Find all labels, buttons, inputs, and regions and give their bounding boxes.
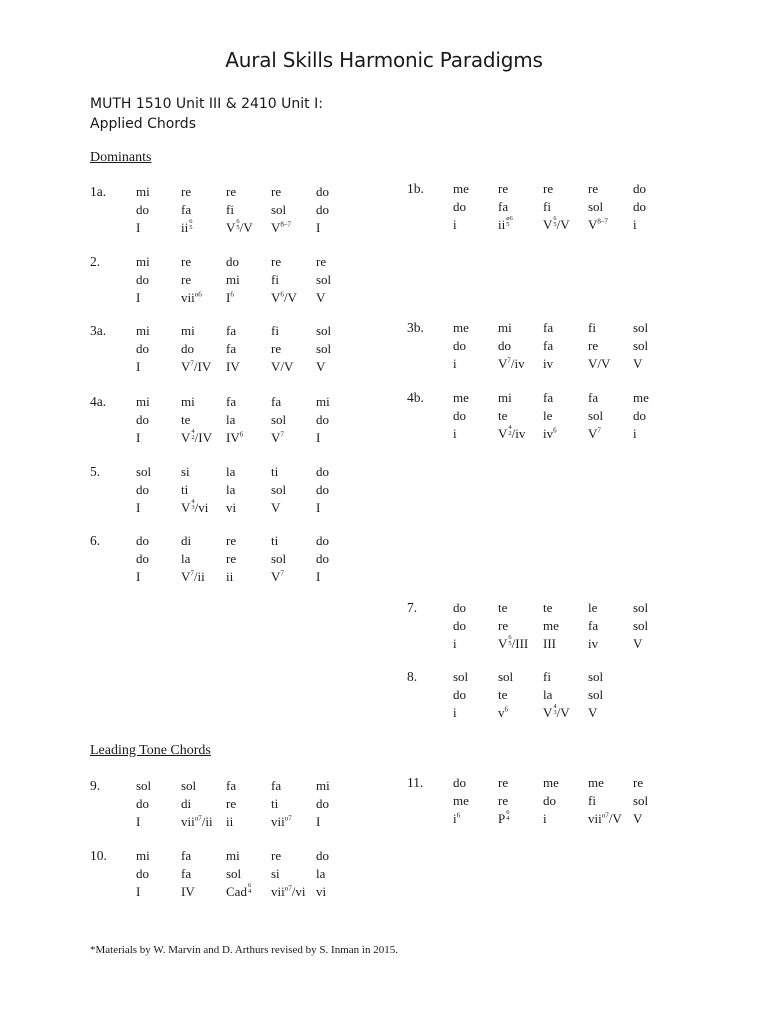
solfege-syllable: sol [633,320,649,335]
chord-symbol: III [543,636,556,651]
chord-symbol: $V^7$ [271,569,284,584]
solfege-syllable: re [271,184,282,199]
page-title: Aural Skills Harmonic Paradigms [225,48,543,72]
solfege-syllable: me [543,775,559,790]
solfege-syllable: mi [498,390,512,405]
solfege-syllable: me [588,775,604,790]
chord-symbol: vii$^{o6}$ [181,290,202,305]
chord-symbol: $I^6$ [226,290,234,305]
solfege-syllable: mi [136,848,150,863]
paradigm-number: 4b. [407,390,424,405]
chord-symbol: I [316,814,321,829]
chord-symbol: V [633,811,643,826]
solfege-syllable: te [181,412,191,427]
solfege-syllable: sol [588,669,604,684]
solfege-syllable: fa [271,394,282,409]
solfege-syllable: re [498,775,509,790]
solfege-syllable: mi [181,323,195,338]
chord-symbol: ii 6 5 [181,218,193,235]
chord-symbol: i [543,811,547,826]
solfege-syllable: la [226,412,236,427]
solfege-syllable: sol [226,866,242,881]
solfege-syllable: sol [271,412,287,427]
solfege-syllable: me [453,390,469,405]
solfege-syllable: do [453,775,466,790]
solfege-syllable: fa [181,866,192,881]
solfege-syllable: re [271,254,282,269]
section-leading-tone-chords: Leading Tone Chords [90,743,211,758]
solfege-syllable: do [316,848,329,863]
solfege-syllable: la [543,687,553,702]
solfege-syllable: sol [271,482,287,497]
solfege-syllable: do [633,408,646,423]
solfege-syllable: fa [226,323,237,338]
solfege-syllable: mi [136,254,150,269]
paradigm-number: 8. [407,669,418,684]
chord-symbol: V [588,705,598,720]
solfege-syllable: fa [226,341,237,356]
solfege-syllable: do [316,412,329,427]
solfege-syllable: ti [271,464,279,479]
chord-symbol: V 4 3 /V [543,703,570,720]
chord-symbol: V [316,359,326,374]
solfege-syllable: te [498,687,508,702]
solfege-syllable: do [136,551,149,566]
section-dominants: Dominants [90,150,152,165]
course-line-1: MUTH 1510 Unit III & 2410 Unit I: [90,96,323,112]
chord-symbol: I [316,500,321,515]
solfege-syllable: fi [271,272,279,287]
solfege-syllable: ti [271,533,279,548]
solfege-syllable: do [453,408,466,423]
paradigm-number: 1a. [90,184,107,199]
solfege-syllable: re [181,184,192,199]
solfege-syllable: re [498,793,509,808]
chord-symbol: i [453,356,457,371]
solfege-syllable: do [316,796,329,811]
solfege-syllable: do [543,793,556,808]
solfege-syllable: fi [543,199,551,214]
solfege-syllable: do [498,338,511,353]
solfege-syllable: fa [543,320,554,335]
solfege-syllable: fa [588,618,599,633]
solfege-syllable: re [226,184,237,199]
chord-symbol: $V^7$ [588,426,601,441]
paradigm-number: 9. [90,778,101,793]
solfege-syllable: le [543,408,553,423]
solfege-syllable: do [316,551,329,566]
chord-symbol: $i^6$ [453,811,461,826]
chord-symbol: iv [543,356,554,371]
solfege-syllable: do [136,482,149,497]
chord-symbol: IV [226,359,240,374]
solfege-syllable: do [453,618,466,633]
chord-symbol: $V^{8-7}$ [271,220,291,235]
solfege-syllable: re [226,551,237,566]
chord-symbol: I [316,220,321,235]
solfege-syllable: re [226,533,237,548]
solfege-syllable: do [136,866,149,881]
solfege-syllable: do [136,272,149,287]
course-line-2: Applied Chords [90,116,196,132]
chord-symbol: V [633,356,643,371]
solfege-syllable: mi [498,320,512,335]
chord-symbol: I [136,359,141,374]
chord-symbol: V 6 5 /III [498,634,529,651]
solfege-syllable: fa [498,199,509,214]
solfege-syllable: fa [226,394,237,409]
chord-symbol: V/V [271,359,294,374]
chord-symbol: I [136,290,141,305]
chord-symbol: $V^6/V$ [271,290,297,305]
chord-symbol: I [136,500,141,515]
solfege-syllable: re [181,272,192,287]
solfege-syllable: sol [588,408,604,423]
chord-symbol: vii$^{o7}$/V [588,811,622,826]
chord-symbol: ii [226,569,234,584]
solfege-syllable: sol [136,464,152,479]
chord-symbol: V 6 5 /V [226,218,253,235]
chord-symbol: i [453,636,457,651]
chord-symbol: V 4 2 /iv [498,424,526,441]
solfege-syllable: do [226,254,239,269]
solfege-syllable: re [271,848,282,863]
solfege-syllable: si [181,464,190,479]
solfege-syllable: re [316,254,327,269]
chord-symbol: V 4 2 /IV [181,428,212,445]
solfege-syllable: si [271,866,280,881]
solfege-syllable: te [498,408,508,423]
solfege-syllable: fa [226,778,237,793]
solfege-syllable: mi [136,323,150,338]
chord-symbol: ii ø6 5 [498,215,513,232]
chord-symbol: V/V [588,356,611,371]
solfege-syllable: do [181,341,194,356]
solfege-syllable: re [181,254,192,269]
chord-symbol: V [633,636,643,651]
solfege-syllable: do [316,482,329,497]
solfege-syllable: re [588,338,599,353]
solfege-syllable: la [316,866,326,881]
solfege-syllable: fa [271,778,282,793]
chord-symbol: $V^7/iv$ [498,356,525,371]
solfege-syllable: mi [316,394,330,409]
solfege-syllable: do [633,181,646,196]
solfege-syllable: re [543,181,554,196]
chord-symbol: vii$^{o7}$/vi [271,884,306,899]
paradigm-number: 11. [407,775,424,790]
solfege-syllable: mi [316,778,330,793]
solfege-syllable: fi [588,320,596,335]
chord-symbol: vi [226,500,237,515]
solfege-syllable: re [633,775,644,790]
solfege-syllable: mi [181,394,195,409]
solfege-syllable: re [226,796,237,811]
solfege-syllable: sol [588,687,604,702]
chord-symbol: I [136,220,141,235]
solfege-syllable: do [453,199,466,214]
solfege-syllable: me [633,390,649,405]
solfege-syllable: do [453,600,466,615]
solfege-syllable: sol [588,199,604,214]
solfege-syllable: re [588,181,599,196]
paradigm-number: 7. [407,600,418,615]
solfege-syllable: le [588,600,598,615]
solfege-syllable: fi [271,323,279,338]
chord-symbol: i [633,426,637,441]
chord-symbol: $V^7/ii$ [181,569,205,584]
solfege-syllable: do [453,687,466,702]
solfege-syllable: fa [588,390,599,405]
chord-symbol: i [453,217,457,232]
solfege-syllable: di [181,796,192,811]
chord-symbol: vi [316,884,327,899]
solfege-syllable: la [226,482,236,497]
chord-symbol: I [316,569,321,584]
solfege-syllable: sol [633,600,649,615]
solfege-syllable: sol [181,778,197,793]
solfege-syllable: me [543,618,559,633]
solfege-syllable: mi [136,394,150,409]
solfege-syllable: do [136,533,149,548]
solfege-syllable: me [453,793,469,808]
chord-symbol: Cad 6 4 [226,882,252,899]
chord-symbol: V 4 3 /vi [181,498,209,515]
solfege-syllable: mi [136,184,150,199]
paradigm-number: 10. [90,848,107,863]
chord-symbol: i [453,705,457,720]
solfege-syllable: do [136,202,149,217]
solfege-syllable: re [498,618,509,633]
paradigm-number: 1b. [407,181,424,196]
solfege-syllable: te [543,600,553,615]
chord-symbol: V [271,500,281,515]
chord-symbol: I [136,569,141,584]
chord-symbol: $iv^6$ [543,426,557,441]
chord-symbol: i [633,217,637,232]
chord-symbol: i [453,426,457,441]
solfege-syllable: sol [316,341,332,356]
chord-symbol: IV [181,884,195,899]
solfege-syllable: sol [633,338,649,353]
solfege-syllable: ti [271,796,279,811]
solfege-syllable: mi [226,272,240,287]
solfege-syllable: sol [271,202,287,217]
chord-symbol: V 6 5 /V [543,215,570,232]
solfege-syllable: fi [543,669,551,684]
chord-symbol: I [316,430,321,445]
course-heading [90,94,323,134]
chord-symbol: I [136,884,141,899]
solfege-syllable: re [271,341,282,356]
paradigm-number: 2. [90,254,101,269]
chord-symbol: I [136,814,141,829]
chord-symbol: P 6 4 [498,809,510,826]
solfege-syllable: do [136,796,149,811]
solfege-syllable: do [316,184,329,199]
solfege-syllable: do [633,199,646,214]
solfege-syllable: fa [543,390,554,405]
solfege-syllable: do [316,202,329,217]
solfege-syllable: ti [181,482,189,497]
chord-symbol: $V^7$ [271,430,284,445]
chord-symbol: vii$^{o7}$/ii [181,814,213,829]
solfege-syllable: do [453,338,466,353]
paradigm-number: 4a. [90,394,107,409]
solfege-syllable: fi [226,202,234,217]
paradigm-number: 3a. [90,323,107,338]
paradigm-number: 5. [90,464,101,479]
solfege-syllable: mi [226,848,240,863]
solfege-syllable: sol [633,793,649,808]
chord-symbol: V [316,290,326,305]
solfege-syllable: re [498,181,509,196]
solfege-syllable: fi [588,793,596,808]
solfege-syllable: sol [498,669,514,684]
chord-symbol: $IV^6$ [226,430,244,445]
solfege-syllable: do [316,533,329,548]
solfege-syllable: sol [316,272,332,287]
chord-symbol: $v^6$ [498,705,508,720]
solfege-syllable: me [453,320,469,335]
solfege-syllable: sol [271,551,287,566]
chord-symbol: I [136,430,141,445]
solfege-syllable: do [136,412,149,427]
solfege-syllable: me [453,181,469,196]
solfege-syllable: di [181,533,192,548]
solfege-syllable: do [136,341,149,356]
solfege-syllable: fa [543,338,554,353]
solfege-syllable: sol [453,669,469,684]
chord-symbol: iv [588,636,599,651]
chord-symbol: vii$^{o7}$ [271,814,292,829]
solfege-syllable: do [316,464,329,479]
solfege-syllable: fa [181,848,192,863]
chord-symbol: ii [226,814,234,829]
paradigm-number: 6. [90,533,101,548]
solfege-syllable: la [181,551,191,566]
solfege-syllable: sol [316,323,332,338]
chord-symbol: $V^{8-7}$ [588,217,608,232]
footnote: *Materials by W. Marvin and D. Arthurs revised by S. Inman in 2015. [90,944,398,956]
solfege-syllable: sol [136,778,152,793]
paradigm-number: 3b. [407,320,424,335]
solfege-syllable: sol [633,618,649,633]
solfege-syllable: te [498,600,508,615]
solfege-syllable: fa [181,202,192,217]
solfege-syllable: la [226,464,236,479]
chord-symbol: $V^7/IV$ [181,359,212,374]
